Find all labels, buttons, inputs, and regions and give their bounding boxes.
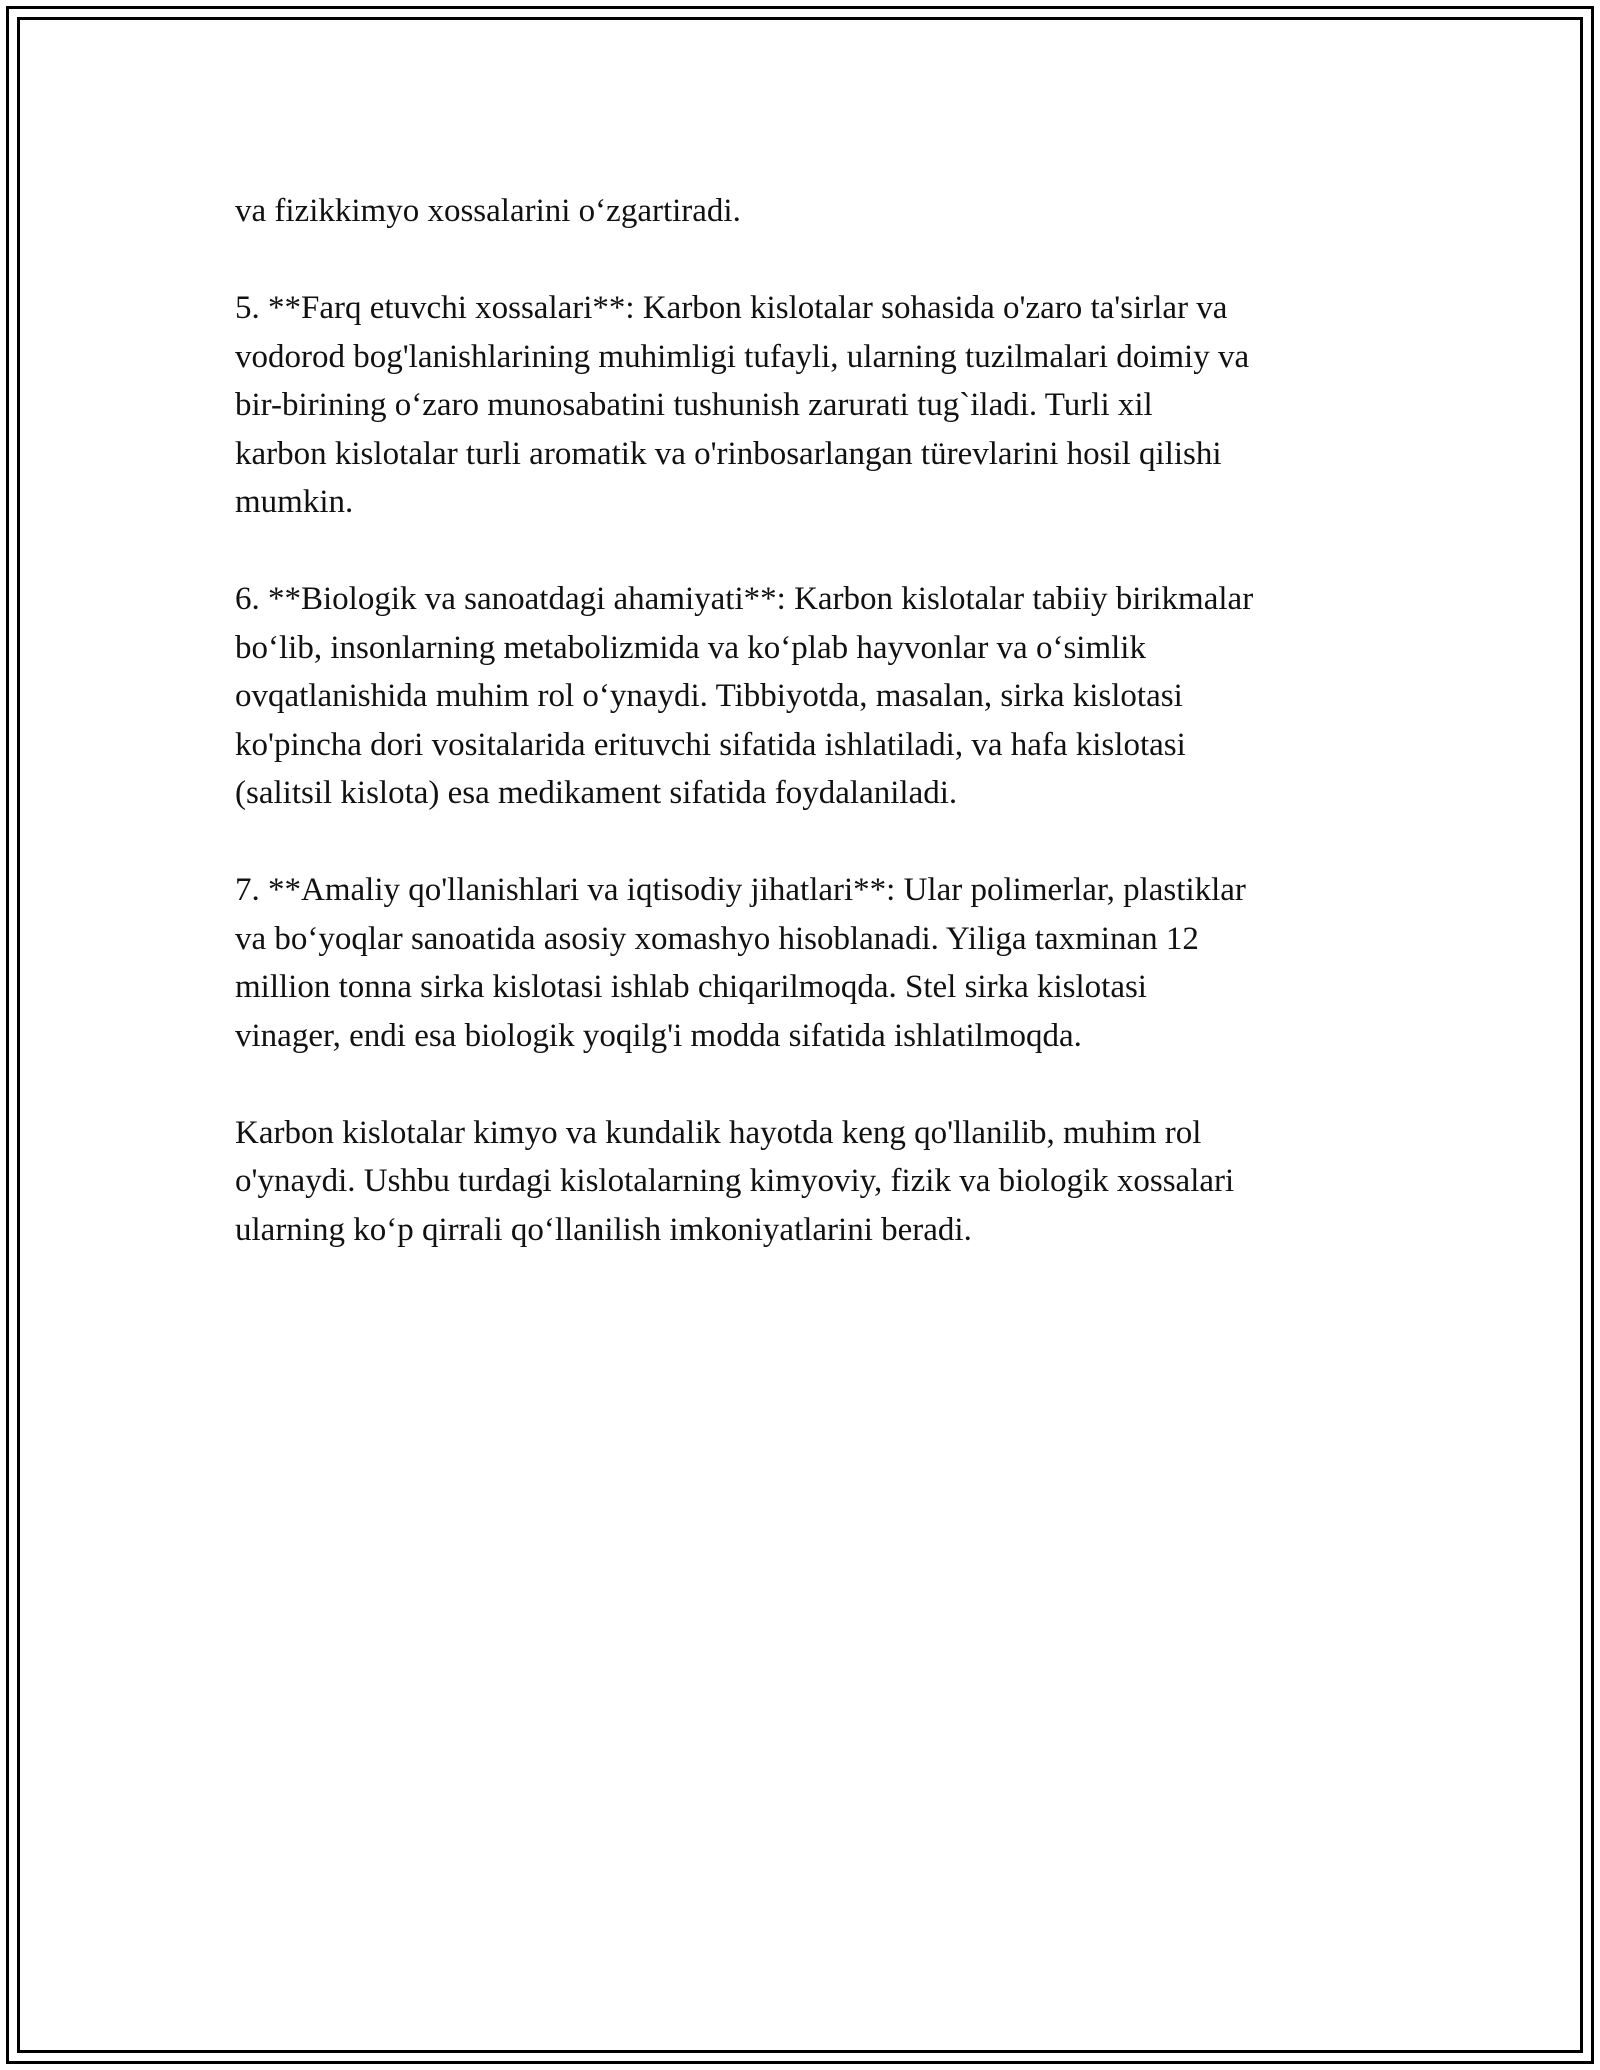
text-line: 7. **Amaliy qo'llanishlari va iqtisodiy jihatlari**: Ular polimerlar, plastiklar xyxy=(235,872,1246,908)
text-line: vinager, endi esa biologik yoqilg'i modda sifatida ishlatilmoqda. xyxy=(235,1017,1082,1054)
text-line: ko'pincha dori vositalarida erituvchi sifatida ishlatiladi, va hafa kislotasi xyxy=(235,726,1186,763)
paragraph-conclusion xyxy=(235,1109,1375,1255)
text-line: o'ynaydi. Ushbu turdagi kislotalarning kimyoviy, fizik va biologik xossalari xyxy=(235,1163,1235,1199)
text-line: va fizikkimyo xossalarini o‘zgartiradi. xyxy=(235,193,741,229)
text-line: bo‘lib, insonlarning metabolizmida va ko‘plab hayvonlar va o‘simlik xyxy=(235,629,1146,666)
paragraph-item-5 xyxy=(235,284,1375,527)
text-line: bir-birining o‘zaro munosabatini tushunish zarurati tug`iladi. Turli xil xyxy=(235,387,1153,423)
document-body xyxy=(235,187,1375,1303)
text-line: 6. **Biologik va sanoatdagi ahamiyati**: Karbon kislotalar tabiiy birikmalar xyxy=(235,581,1254,617)
text-line: ovqatlanishida muhim rol o‘ynaydi. Tibbiyotda, masalan, sirka kislotasi xyxy=(235,678,1183,714)
paragraph-item-7 xyxy=(235,866,1375,1060)
text-line: million tonna sirka kislotasi ishlab chiqarilmoqda. Stel sirka kislotasi xyxy=(235,969,1147,1005)
paragraph-item-6 xyxy=(235,575,1375,818)
text-line: vodorod bog'lanishlarining muhimligi tufayli, ularning tuzilmalari doimiy va xyxy=(235,338,1250,375)
text-line: mumkin. xyxy=(235,484,354,520)
paragraph-continuation xyxy=(235,187,1375,236)
text-line: 5. **Farq etuvchi xossalari**: Karbon kislotalar sohasida o'zaro ta'sirlar va xyxy=(235,290,1228,326)
text-line: karbon kislotalar turli aromatik va o'rinbosarlangan türevlarini hosil qilishi xyxy=(235,435,1222,472)
text-line: va bo‘yoqlar sanoatida asosiy xomashyo hisoblanadi. Yiliga taxminan 12 xyxy=(235,920,1199,957)
text-line: ularning ko‘p qirrali qo‘llanilish imkoniyatlarini beradi. xyxy=(235,1211,972,1248)
text-line: Karbon kislotalar kimyo va kundalik hayotda keng qo'llanilib, muhim rol xyxy=(235,1114,1202,1151)
text-line: (salitsil kislota) esa medikament sifatida foydalaniladi. xyxy=(235,775,958,811)
